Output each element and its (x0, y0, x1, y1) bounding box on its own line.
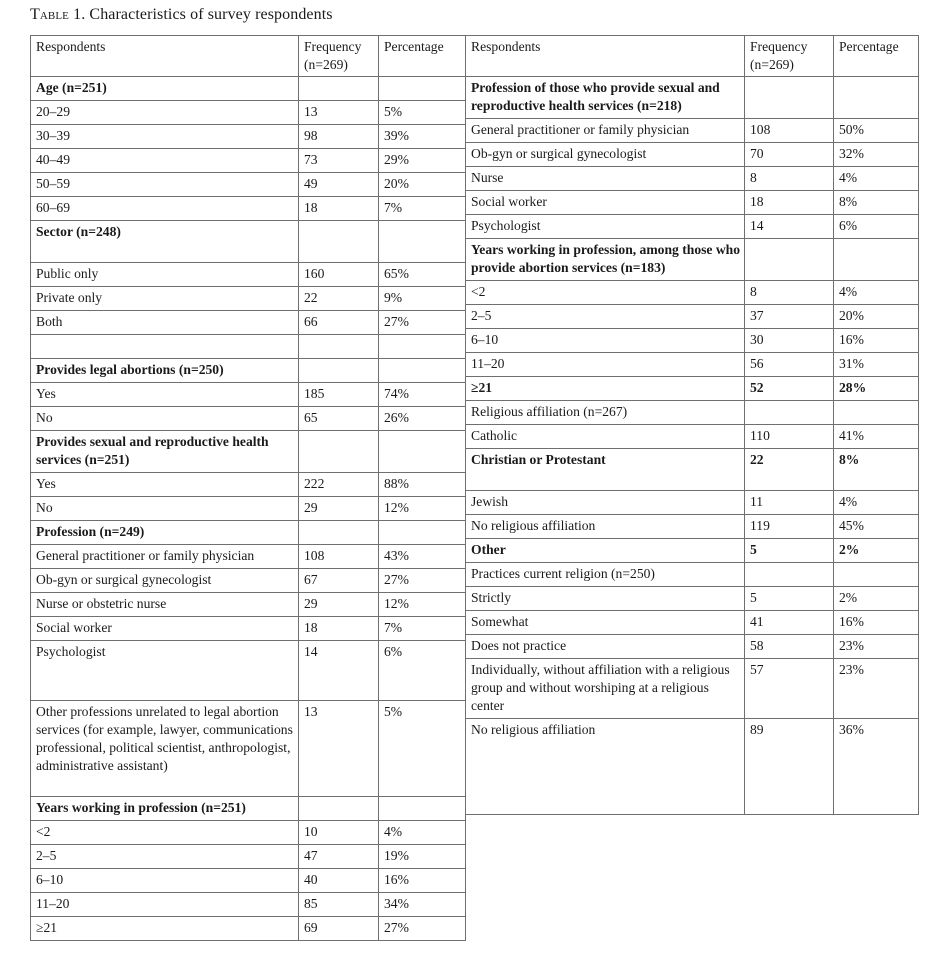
row-label: Psychologist (466, 215, 745, 239)
row-label: Both (31, 311, 299, 335)
frequency-cell: 57 (745, 659, 834, 719)
frequency-cell: 89 (745, 719, 834, 815)
frequency-cell: 185 (299, 383, 379, 407)
frequency-cell: 160 (299, 263, 379, 287)
frequency-cell (745, 563, 834, 587)
table-row (31, 797, 466, 821)
table-row (31, 101, 466, 125)
table-row (31, 845, 466, 869)
row-label: Christian or Protestant (466, 449, 745, 491)
table-row (31, 473, 466, 497)
row-label: Private only (31, 287, 299, 311)
row-label: Strictly (466, 587, 745, 611)
row-label: No religious affiliation (466, 719, 745, 815)
row-label: Profession (n=249) (31, 521, 299, 545)
row-label: 11–20 (466, 353, 745, 377)
row-label: No (31, 497, 299, 521)
percentage-cell (379, 521, 466, 545)
frequency-cell: 29 (299, 593, 379, 617)
frequency-cell: 66 (299, 311, 379, 335)
row-label: Somewhat (466, 611, 745, 635)
frequency-cell (299, 77, 379, 101)
frequency-cell: 110 (745, 425, 834, 449)
percentage-cell: 8% (834, 191, 919, 215)
frequency-cell: 30 (745, 329, 834, 353)
frequency-cell: 85 (299, 893, 379, 917)
percentage-cell: 4% (834, 167, 919, 191)
row-label: Ob-gyn or surgical gynecologist (466, 143, 745, 167)
table-row (466, 449, 919, 491)
table-row (31, 173, 466, 197)
percentage-cell: 31% (834, 353, 919, 377)
table-row (466, 563, 919, 587)
frequency-cell: 37 (745, 305, 834, 329)
frequency-header: Frequency (n=269) (745, 36, 834, 77)
row-label: Practices current religion (n=250) (466, 563, 745, 587)
frequency-cell: 18 (299, 197, 379, 221)
percentage-cell: 26% (379, 407, 466, 431)
frequency-cell (299, 359, 379, 383)
frequency-cell: 119 (745, 515, 834, 539)
row-label: Catholic (466, 425, 745, 449)
percentage-cell: 88% (379, 473, 466, 497)
frequency-cell: 222 (299, 473, 379, 497)
row-label: Jewish (466, 491, 745, 515)
row-label: Psychologist (31, 641, 299, 701)
row-label: Yes (31, 383, 299, 407)
row-label: Sector (n=248) (31, 221, 299, 263)
frequency-cell: 13 (299, 701, 379, 797)
percentage-header: Percentage (379, 36, 466, 77)
table-row (31, 263, 466, 287)
percentage-cell: 32% (834, 143, 919, 167)
percentage-cell: 50% (834, 119, 919, 143)
table-row (31, 359, 466, 383)
table-row (31, 593, 466, 617)
frequency-cell: 29 (299, 497, 379, 521)
table-row (31, 149, 466, 173)
table-row (466, 167, 919, 191)
table-row (466, 587, 919, 611)
frequency-cell (299, 431, 379, 473)
table-row (466, 539, 919, 563)
table-row (31, 77, 466, 101)
percentage-cell: 29% (379, 149, 466, 173)
frequency-cell (299, 221, 379, 263)
frequency-cell: 73 (299, 149, 379, 173)
table-row (466, 329, 919, 353)
table-row (31, 287, 466, 311)
frequency-cell: 10 (299, 821, 379, 845)
row-label: Yes (31, 473, 299, 497)
table-row (31, 221, 466, 263)
percentage-cell: 16% (834, 329, 919, 353)
table-row (31, 893, 466, 917)
table-row (466, 281, 919, 305)
frequency-cell: 18 (299, 617, 379, 641)
table-row (31, 197, 466, 221)
row-label: 50–59 (31, 173, 299, 197)
frequency-cell (745, 401, 834, 425)
header-row (466, 36, 919, 77)
table-row (31, 407, 466, 431)
percentage-cell (379, 431, 466, 473)
percentage-cell: 7% (379, 617, 466, 641)
percentage-cell: 23% (834, 635, 919, 659)
frequency-cell: 5 (745, 539, 834, 563)
percentage-cell: 65% (379, 263, 466, 287)
table-row (31, 701, 466, 797)
row-label: 20–29 (31, 101, 299, 125)
table-row (466, 659, 919, 719)
row-label: Other (466, 539, 745, 563)
frequency-cell (745, 239, 834, 281)
table-row (31, 521, 466, 545)
row-label: Public only (31, 263, 299, 287)
percentage-cell: 5% (379, 701, 466, 797)
percentage-cell: 2% (834, 539, 919, 563)
table-row (31, 641, 466, 701)
table-row (31, 821, 466, 845)
row-label: 2–5 (466, 305, 745, 329)
table-row (466, 515, 919, 539)
row-label: Provides legal abortions (n=250) (31, 359, 299, 383)
frequency-cell (299, 335, 379, 359)
frequency-cell: 22 (745, 449, 834, 491)
percentage-cell: 74% (379, 383, 466, 407)
row-label: Other professions unrelated to legal abortion services (for example, lawyer, communications professional, political scientist, anthropologist, administrative assistant) (31, 701, 299, 797)
frequency-cell: 14 (745, 215, 834, 239)
percentage-cell: 9% (379, 287, 466, 311)
percentage-header: Percentage (834, 36, 919, 77)
table-row (31, 617, 466, 641)
table-row (466, 401, 919, 425)
row-label: Religious affiliation (n=267) (466, 401, 745, 425)
frequency-cell: 11 (745, 491, 834, 515)
table-row (466, 635, 919, 659)
table-number: 1. (73, 6, 86, 23)
frequency-cell: 56 (745, 353, 834, 377)
percentage-cell: 4% (379, 821, 466, 845)
table-row (31, 125, 466, 149)
row-label: General practitioner or family physician (466, 119, 745, 143)
percentage-cell: 39% (379, 125, 466, 149)
percentage-cell: 34% (379, 893, 466, 917)
percentage-cell: 20% (379, 173, 466, 197)
percentage-cell: 19% (379, 845, 466, 869)
frequency-cell: 69 (299, 917, 379, 941)
row-label: Years working in profession (n=251) (31, 797, 299, 821)
percentage-cell: 2% (834, 587, 919, 611)
percentage-cell (379, 359, 466, 383)
percentage-cell: 12% (379, 497, 466, 521)
frequency-cell: 8 (745, 281, 834, 305)
table-row (31, 335, 466, 359)
row-label: <2 (31, 821, 299, 845)
respondents-header: Respondents (31, 36, 299, 77)
row-label: 2–5 (31, 845, 299, 869)
table-row (466, 491, 919, 515)
table-row (466, 239, 919, 281)
percentage-cell (379, 77, 466, 101)
table-row (466, 353, 919, 377)
percentage-cell: 36% (834, 719, 919, 815)
header-row (31, 36, 466, 77)
frequency-cell: 5 (745, 587, 834, 611)
row-label (31, 335, 299, 359)
percentage-cell: 5% (379, 101, 466, 125)
row-label: <2 (466, 281, 745, 305)
frequency-cell: 49 (299, 173, 379, 197)
table-label: Table (30, 6, 69, 23)
frequency-header: Frequency (n=269) (299, 36, 379, 77)
table-row (466, 305, 919, 329)
right-table (465, 35, 918, 815)
percentage-cell: 43% (379, 545, 466, 569)
percentage-cell: 20% (834, 305, 919, 329)
table-row (31, 497, 466, 521)
percentage-cell: 16% (379, 869, 466, 893)
frequency-cell: 108 (299, 545, 379, 569)
table-row (466, 719, 919, 815)
frequency-cell: 70 (745, 143, 834, 167)
percentage-cell: 27% (379, 311, 466, 335)
percentage-cell: 45% (834, 515, 919, 539)
frequency-cell: 22 (299, 287, 379, 311)
table-row (466, 143, 919, 167)
table-row (31, 311, 466, 335)
table-caption (30, 6, 333, 24)
table-row (466, 425, 919, 449)
respondents-header: Respondents (466, 36, 745, 77)
table-row (31, 569, 466, 593)
row-label: Does not practice (466, 635, 745, 659)
frequency-cell: 41 (745, 611, 834, 635)
frequency-cell: 52 (745, 377, 834, 401)
percentage-cell: 4% (834, 281, 919, 305)
row-label: General practitioner or family physician (31, 545, 299, 569)
frequency-cell: 67 (299, 569, 379, 593)
frequency-cell: 108 (745, 119, 834, 143)
row-label: Ob-gyn or surgical gynecologist (31, 569, 299, 593)
table-row (31, 383, 466, 407)
table-row (31, 917, 466, 941)
row-label: Profession of those who provide sexual and reproductive health services (n=218) (466, 77, 745, 119)
row-label: ≥21 (466, 377, 745, 401)
percentage-cell: 4% (834, 491, 919, 515)
row-label: Social worker (466, 191, 745, 215)
frequency-cell: 13 (299, 101, 379, 125)
frequency-cell (299, 521, 379, 545)
percentage-cell: 28% (834, 377, 919, 401)
row-label: 40–49 (31, 149, 299, 173)
row-label: 60–69 (31, 197, 299, 221)
percentage-cell (834, 563, 919, 587)
percentage-cell: 7% (379, 197, 466, 221)
row-label: Individually, without affiliation with a religious group and without worshiping at a religious center (466, 659, 745, 719)
frequency-cell: 8 (745, 167, 834, 191)
percentage-cell (379, 797, 466, 821)
percentage-cell (379, 335, 466, 359)
frequency-cell: 18 (745, 191, 834, 215)
table-row (466, 191, 919, 215)
frequency-cell (745, 77, 834, 119)
frequency-cell: 65 (299, 407, 379, 431)
row-label: No religious affiliation (466, 515, 745, 539)
frequency-cell (299, 797, 379, 821)
percentage-cell: 23% (834, 659, 919, 719)
percentage-cell: 8% (834, 449, 919, 491)
percentage-cell: 16% (834, 611, 919, 635)
row-label: No (31, 407, 299, 431)
row-label: 30–39 (31, 125, 299, 149)
left-table (30, 35, 465, 941)
table-row (31, 545, 466, 569)
table-row (31, 869, 466, 893)
percentage-cell (834, 401, 919, 425)
table-row (466, 215, 919, 239)
percentage-cell (379, 221, 466, 263)
table-row (31, 431, 466, 473)
row-label: Nurse or obstetric nurse (31, 593, 299, 617)
row-label: ≥21 (31, 917, 299, 941)
frequency-cell: 58 (745, 635, 834, 659)
row-label: Age (n=251) (31, 77, 299, 101)
percentage-cell (834, 77, 919, 119)
table-row (466, 611, 919, 635)
frequency-cell: 40 (299, 869, 379, 893)
percentage-cell: 27% (379, 569, 466, 593)
row-label: 6–10 (31, 869, 299, 893)
row-label: Nurse (466, 167, 745, 191)
table-title: Characteristics of survey respondents (89, 6, 333, 23)
percentage-cell: 27% (379, 917, 466, 941)
row-label: Social worker (31, 617, 299, 641)
percentage-cell: 6% (379, 641, 466, 701)
percentage-cell: 6% (834, 215, 919, 239)
percentage-cell (834, 239, 919, 281)
table-row (466, 119, 919, 143)
percentage-cell: 41% (834, 425, 919, 449)
percentage-cell: 12% (379, 593, 466, 617)
frequency-cell: 47 (299, 845, 379, 869)
frequency-cell: 98 (299, 125, 379, 149)
table-row (466, 77, 919, 119)
row-label: Provides sexual and reproductive health services (n=251) (31, 431, 299, 473)
row-label: 11–20 (31, 893, 299, 917)
row-label: Years working in profession, among those who provide abortion services (n=183) (466, 239, 745, 281)
row-label: 6–10 (466, 329, 745, 353)
frequency-cell: 14 (299, 641, 379, 701)
table-row (466, 377, 919, 401)
